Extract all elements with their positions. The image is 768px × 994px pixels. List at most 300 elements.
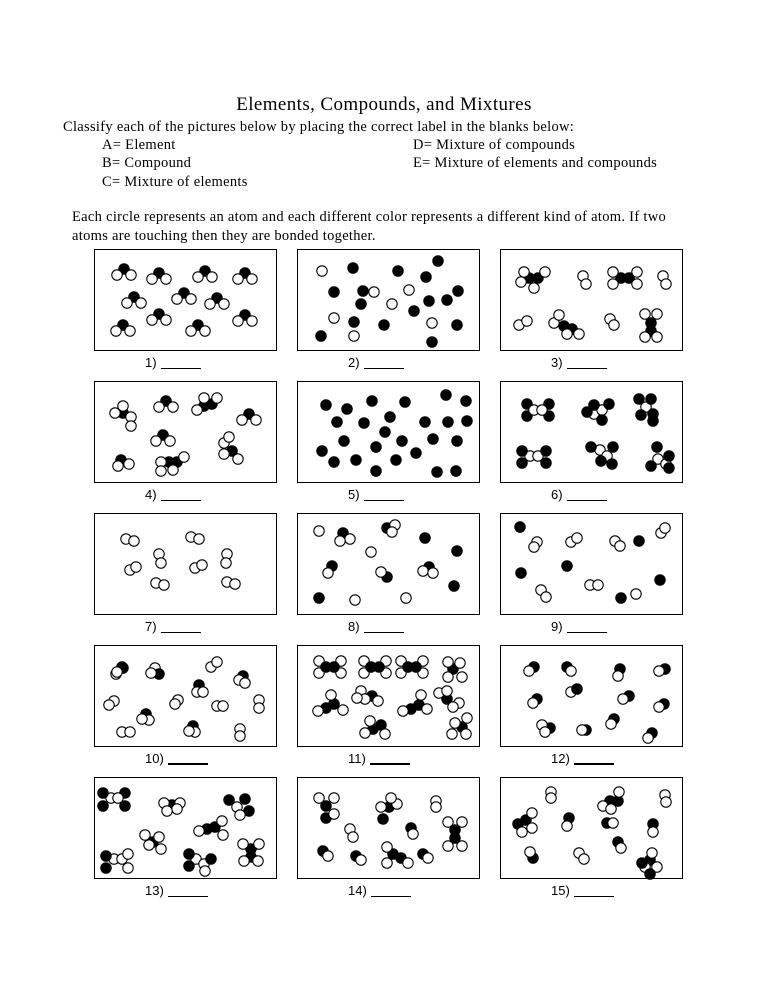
empty-atom: [422, 704, 432, 714]
empty-atom: [529, 283, 539, 293]
empty-atom: [168, 465, 178, 475]
picture-box: [94, 777, 277, 879]
empty-atom: [193, 272, 203, 282]
empty-atom: [159, 580, 169, 590]
empty-atom: [313, 706, 323, 716]
picture-box: [94, 513, 277, 615]
filled-atom: [367, 396, 377, 406]
empty-atom: [253, 856, 263, 866]
empty-atom: [230, 579, 240, 589]
empty-atom: [365, 716, 375, 726]
filled-atom: [409, 306, 419, 316]
filled-atom: [101, 863, 111, 873]
label-d: D= Mixture of compounds: [413, 137, 576, 153]
empty-atom: [170, 699, 180, 709]
empty-atom: [572, 533, 582, 543]
atom-diagram: [95, 250, 278, 352]
empty-atom: [124, 459, 134, 469]
filled-atom: [517, 458, 527, 468]
picture-box: [500, 249, 683, 351]
answer-blank[interactable]: [348, 751, 410, 766]
filled-atom: [393, 266, 403, 276]
empty-atom: [652, 332, 662, 342]
empty-atom: [647, 848, 657, 858]
empty-atom: [219, 299, 229, 309]
blank-line[interactable]: [567, 488, 607, 501]
atom-diagram: [501, 778, 684, 880]
filled-atom: [358, 286, 368, 296]
empty-atom: [323, 851, 333, 861]
label-b: B= Compound: [102, 155, 192, 171]
empty-atom: [427, 318, 437, 328]
filled-atom: [329, 287, 339, 297]
atom-diagram: [298, 250, 481, 352]
answer-blank[interactable]: [551, 619, 607, 634]
filled-atom: [652, 442, 662, 452]
filled-atom: [645, 869, 655, 879]
blank-line[interactable]: [168, 884, 208, 897]
filled-atom: [420, 417, 430, 427]
empty-atom: [455, 658, 465, 668]
blank-line[interactable]: [161, 356, 201, 369]
atom-diagram: [501, 250, 684, 352]
filled-atom: [589, 400, 599, 410]
empty-atom: [404, 285, 414, 295]
filled-atom: [98, 788, 108, 798]
filled-atom: [449, 581, 459, 591]
filled-atom: [400, 397, 410, 407]
empty-atom: [350, 595, 360, 605]
empty-atom: [237, 415, 247, 425]
filled-atom: [427, 337, 437, 347]
empty-atom: [529, 542, 539, 552]
empty-atom: [442, 686, 452, 696]
empty-atom: [113, 793, 123, 803]
answer-blank[interactable]: [145, 883, 208, 898]
blank-line[interactable]: [168, 751, 208, 765]
empty-atom: [198, 687, 208, 697]
empty-atom: [608, 267, 618, 277]
empty-atom: [661, 279, 671, 289]
filled-atom: [380, 427, 390, 437]
empty-atom: [614, 787, 624, 797]
empty-atom: [131, 562, 141, 572]
filled-atom: [452, 546, 462, 556]
answer-blank[interactable]: [551, 751, 614, 766]
picture-box: [297, 381, 480, 483]
question-number: 6): [551, 487, 563, 502]
empty-atom: [123, 863, 133, 873]
empty-atom: [386, 793, 396, 803]
filled-atom: [634, 394, 644, 404]
atom-diagram: [95, 646, 278, 748]
empty-atom: [235, 731, 245, 741]
empty-atom: [593, 580, 603, 590]
empty-atom: [540, 727, 550, 737]
empty-atom: [156, 558, 166, 568]
blank-line[interactable]: [364, 620, 404, 633]
empty-atom: [349, 331, 359, 341]
empty-atom: [450, 718, 460, 728]
empty-atom: [218, 701, 228, 711]
filled-atom: [317, 446, 327, 456]
empty-atom: [640, 309, 650, 319]
empty-atom: [194, 534, 204, 544]
empty-atom: [516, 277, 526, 287]
empty-atom: [376, 802, 386, 812]
empty-atom: [443, 657, 453, 667]
empty-atom: [254, 839, 264, 849]
empty-atom: [197, 560, 207, 570]
empty-atom: [184, 726, 194, 736]
filled-atom: [316, 331, 326, 341]
empty-atom: [240, 678, 250, 688]
filled-atom: [321, 400, 331, 410]
empty-atom: [112, 667, 122, 677]
filled-atom: [461, 396, 471, 406]
empty-atom: [165, 436, 175, 446]
answer-blank[interactable]: [145, 355, 201, 370]
blank-line[interactable]: [371, 884, 411, 897]
empty-atom: [224, 432, 234, 442]
empty-atom: [144, 840, 154, 850]
label-a: A= Element: [102, 137, 176, 153]
empty-atom: [554, 310, 564, 320]
answer-blank[interactable]: [348, 355, 404, 370]
empty-atom: [247, 316, 257, 326]
atom-diagram: [501, 382, 684, 484]
filled-atom: [339, 436, 349, 446]
empty-atom: [648, 827, 658, 837]
empty-atom: [112, 270, 122, 280]
empty-atom: [314, 526, 324, 536]
empty-atom: [540, 267, 550, 277]
empty-atom: [577, 725, 587, 735]
empty-atom: [387, 527, 397, 537]
empty-atom: [123, 849, 133, 859]
empty-atom: [566, 666, 576, 676]
picture-box: [297, 645, 480, 747]
empty-atom: [461, 729, 471, 739]
filled-atom: [98, 801, 108, 811]
empty-atom: [608, 818, 618, 828]
atom-diagram: [501, 514, 684, 616]
filled-atom: [607, 459, 617, 469]
filled-atom: [516, 568, 526, 578]
filled-atom: [411, 448, 421, 458]
question-number: 10): [145, 751, 164, 766]
question-number: 15): [551, 883, 570, 898]
filled-atom: [646, 394, 656, 404]
filled-atom: [637, 858, 647, 868]
atom-diagram: [298, 646, 481, 748]
empty-atom: [314, 793, 324, 803]
empty-atom: [233, 454, 243, 464]
question-number: 13): [145, 883, 164, 898]
picture-box: [500, 381, 683, 483]
empty-atom: [448, 702, 458, 712]
filled-atom: [646, 461, 656, 471]
empty-atom: [401, 593, 411, 603]
empty-atom: [462, 713, 472, 723]
empty-atom: [329, 313, 339, 323]
empty-atom: [541, 592, 551, 602]
atom-diagram: [95, 778, 278, 880]
empty-atom: [137, 714, 147, 724]
filled-atom: [374, 662, 384, 672]
empty-atom: [219, 449, 229, 459]
empty-atom: [546, 793, 556, 803]
empty-atom: [212, 657, 222, 667]
answer-blank[interactable]: [551, 883, 614, 898]
empty-atom: [403, 858, 413, 868]
filled-atom: [329, 457, 339, 467]
empty-atom: [168, 402, 178, 412]
empty-atom: [522, 316, 532, 326]
empty-atom: [151, 436, 161, 446]
filled-atom: [424, 296, 434, 306]
empty-atom: [317, 266, 327, 276]
question-number: 3): [551, 355, 563, 370]
empty-atom: [154, 402, 164, 412]
empty-atom: [247, 274, 257, 284]
filled-atom: [314, 593, 324, 603]
filled-atom: [348, 263, 358, 273]
filled-atom: [586, 442, 596, 452]
blank-line[interactable]: [364, 488, 404, 501]
filled-atom: [385, 412, 395, 422]
empty-atom: [360, 728, 370, 738]
empty-atom: [218, 830, 228, 840]
filled-atom: [329, 662, 339, 672]
blank-line[interactable]: [574, 751, 614, 765]
filled-atom: [517, 446, 527, 456]
empty-atom: [632, 267, 642, 277]
page-title: Elements, Compounds, and Mixtures: [236, 94, 532, 115]
filled-atom: [379, 320, 389, 330]
blank-line[interactable]: [567, 356, 607, 369]
empty-atom: [126, 421, 136, 431]
empty-atom: [156, 844, 166, 854]
empty-atom: [186, 294, 196, 304]
blank-line[interactable]: [370, 751, 410, 765]
question-number: 14): [348, 883, 367, 898]
filled-atom: [515, 522, 525, 532]
answer-blank[interactable]: [348, 487, 404, 502]
filled-atom: [562, 561, 572, 571]
filled-atom: [597, 415, 607, 425]
empty-atom: [352, 693, 362, 703]
picture-box: [297, 513, 480, 615]
empty-atom: [356, 855, 366, 865]
empty-atom: [457, 841, 467, 851]
blank-line[interactable]: [161, 620, 201, 633]
empty-atom: [199, 393, 209, 403]
question-number: 5): [348, 487, 360, 502]
blank-line[interactable]: [161, 488, 201, 501]
empty-atom: [207, 272, 217, 282]
empty-atom: [221, 558, 231, 568]
filled-atom: [351, 455, 361, 465]
empty-atom: [329, 793, 339, 803]
filled-atom: [342, 404, 352, 414]
empty-atom: [447, 729, 457, 739]
answer-blank[interactable]: [145, 619, 201, 634]
blank-line[interactable]: [574, 884, 614, 897]
empty-atom: [192, 405, 202, 415]
empty-atom: [212, 393, 222, 403]
empty-atom: [104, 700, 114, 710]
filled-atom: [378, 814, 388, 824]
atom-diagram: [298, 514, 481, 616]
empty-atom: [606, 719, 616, 729]
empty-atom: [457, 672, 467, 682]
empty-atom: [200, 326, 210, 336]
answer-blank[interactable]: [348, 619, 404, 634]
empty-atom: [416, 690, 426, 700]
empty-atom: [574, 329, 584, 339]
empty-atom: [643, 733, 653, 743]
filled-atom: [420, 533, 430, 543]
filled-atom: [224, 795, 234, 805]
empty-atom: [632, 279, 642, 289]
filled-atom: [541, 458, 551, 468]
empty-atom: [156, 466, 166, 476]
picture-box: [94, 645, 277, 747]
empty-atom: [660, 523, 670, 533]
filled-atom: [636, 410, 646, 420]
empty-atom: [524, 666, 534, 676]
question-number: 12): [551, 751, 570, 766]
question-number: 8): [348, 619, 360, 634]
empty-atom: [194, 826, 204, 836]
empty-atom: [528, 698, 538, 708]
empty-atom: [140, 830, 150, 840]
empty-atom: [562, 329, 572, 339]
empty-atom: [537, 405, 547, 415]
empty-atom: [616, 843, 626, 853]
empty-atom: [233, 274, 243, 284]
empty-atom: [608, 279, 618, 289]
empty-atom: [661, 797, 671, 807]
answer-blank[interactable]: [145, 487, 201, 502]
filled-atom: [608, 442, 618, 452]
filled-atom: [391, 455, 401, 465]
empty-atom: [387, 299, 397, 309]
empty-atom: [654, 702, 664, 712]
label-e: E= Mixture of elements and compounds: [413, 155, 658, 171]
empty-atom: [146, 668, 156, 678]
empty-atom: [345, 534, 355, 544]
empty-atom: [443, 841, 453, 851]
filled-atom: [655, 575, 665, 585]
filled-atom: [359, 418, 369, 428]
empty-atom: [376, 567, 386, 577]
filled-atom: [356, 299, 366, 309]
question-number: 11): [348, 751, 366, 766]
empty-atom: [398, 706, 408, 716]
empty-atom: [606, 804, 616, 814]
empty-atom: [172, 294, 182, 304]
atom-diagram: [298, 382, 481, 484]
filled-atom: [452, 320, 462, 330]
empty-atom: [457, 817, 467, 827]
filled-atom: [101, 851, 111, 861]
filled-atom: [634, 536, 644, 546]
answer-blank[interactable]: [551, 355, 607, 370]
atom-diagram: [298, 778, 481, 880]
empty-atom: [161, 315, 171, 325]
filled-atom: [664, 463, 674, 473]
question-number: 4): [145, 487, 157, 502]
empty-atom: [382, 858, 392, 868]
blank-line[interactable]: [364, 356, 404, 369]
picture-box: [94, 249, 277, 351]
empty-atom: [205, 299, 215, 309]
empty-atom: [581, 279, 591, 289]
empty-atom: [525, 847, 535, 857]
empty-atom: [366, 547, 376, 557]
filled-atom: [349, 317, 359, 327]
filled-atom: [443, 417, 453, 427]
filled-atom: [541, 446, 551, 456]
blank-line[interactable]: [567, 620, 607, 633]
empty-atom: [369, 287, 379, 297]
empty-atom: [326, 690, 336, 700]
picture-box: [500, 777, 683, 879]
empty-atom: [609, 320, 619, 330]
empty-atom: [443, 817, 453, 827]
empty-atom: [654, 666, 664, 676]
empty-atom: [335, 536, 345, 546]
empty-atom: [443, 672, 453, 682]
empty-atom: [235, 810, 245, 820]
empty-atom: [179, 452, 189, 462]
filled-atom: [596, 456, 606, 466]
instructions: Classify each of the pictures below by placing the correct label in the blanks below:: [63, 119, 575, 135]
filled-atom: [664, 451, 674, 461]
empty-atom: [408, 829, 418, 839]
answer-blank[interactable]: [348, 883, 411, 898]
answer-blank[interactable]: [551, 487, 607, 502]
empty-atom: [579, 854, 589, 864]
question-number: 2): [348, 355, 360, 370]
filled-atom: [432, 467, 442, 477]
answer-blank[interactable]: [145, 751, 208, 766]
picture-box: [94, 381, 277, 483]
atom-diagram: [95, 382, 278, 484]
empty-atom: [125, 727, 135, 737]
empty-atom: [122, 298, 132, 308]
empty-atom: [233, 316, 243, 326]
empty-atom: [111, 326, 121, 336]
label-c: C= Mixture of elements: [102, 174, 248, 190]
filled-atom: [616, 593, 626, 603]
filled-atom: [451, 466, 461, 476]
filled-atom: [462, 416, 472, 426]
empty-atom: [615, 541, 625, 551]
filled-atom: [421, 272, 431, 282]
atom-diagram: [501, 646, 684, 748]
empty-atom: [423, 853, 433, 863]
empty-atom: [217, 816, 227, 826]
filled-atom: [397, 436, 407, 446]
picture-box: [297, 777, 480, 879]
filled-atom: [572, 684, 582, 694]
picture-box: [500, 513, 683, 615]
filled-atom: [371, 466, 381, 476]
empty-atom: [251, 415, 261, 425]
